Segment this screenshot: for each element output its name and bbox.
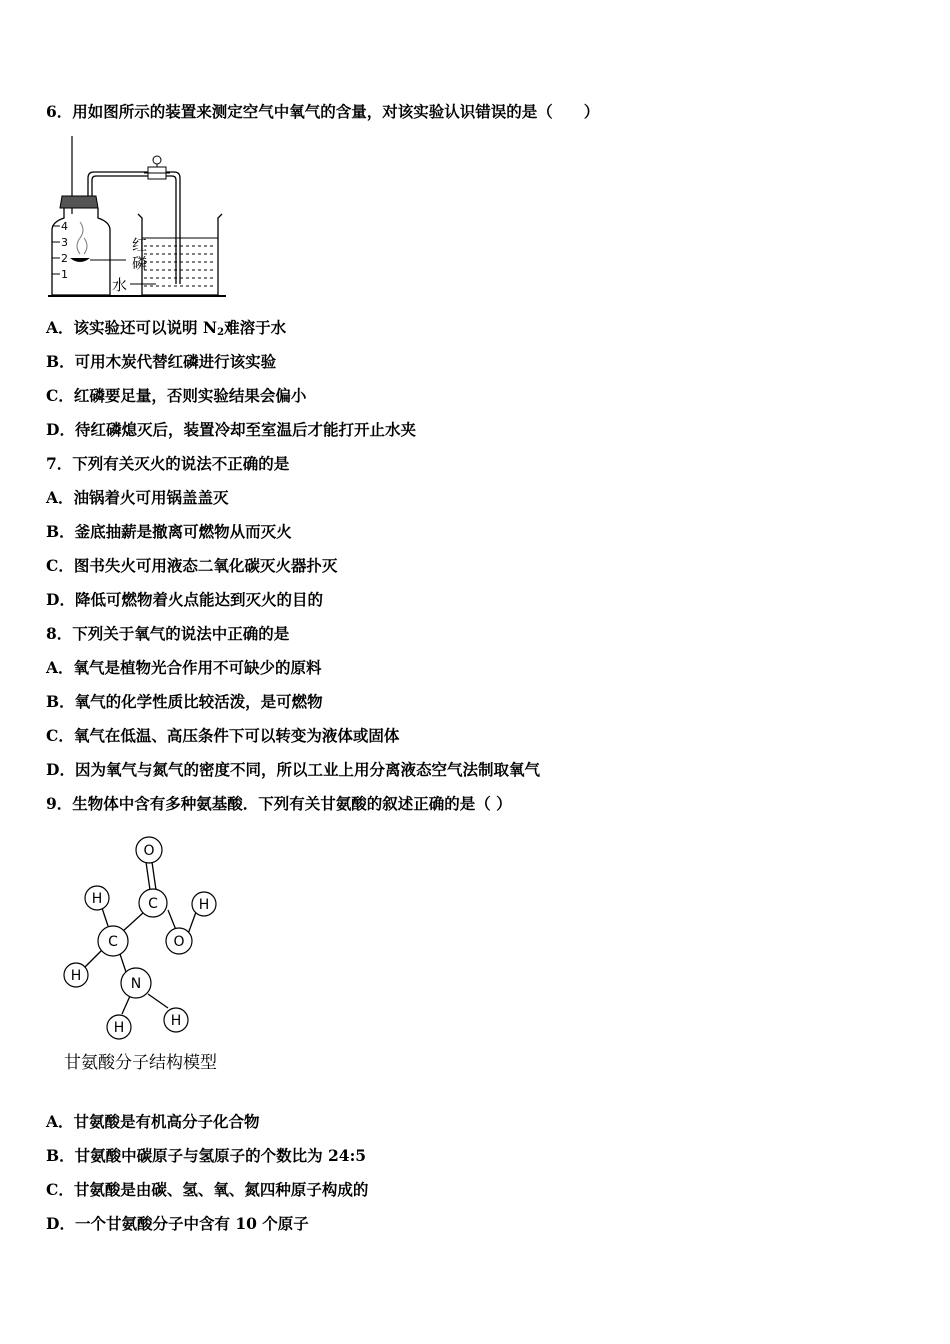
label-red-1: 红 bbox=[132, 236, 148, 254]
label-water: 水 bbox=[112, 276, 128, 294]
atom-h-left-top: H bbox=[91, 891, 103, 907]
atom-h-bottom-left: H bbox=[113, 1020, 125, 1036]
atom-o-top: O bbox=[143, 843, 155, 859]
q9-stem: 9．生物体中含有多种氨基酸．下列有关甘氨酸的叙述正确的是（ ） bbox=[46, 794, 512, 813]
scale-1-label: 1 bbox=[61, 268, 68, 281]
glycine-model-figure bbox=[56, 834, 236, 1078]
glycine-figure-caption: 甘氨酸分子结构模型 bbox=[64, 1053, 217, 1073]
q8-option-a: A．氧气是植物光合作用不可缺少的原料 bbox=[46, 658, 322, 677]
atom-c-middle: C bbox=[108, 934, 118, 950]
scale-3-label: 3 bbox=[61, 236, 68, 249]
q9-option-a: A．甘氨酸是有机高分子化合物 bbox=[46, 1112, 260, 1131]
atom-o-right: O bbox=[173, 934, 185, 950]
q9-option-d: D．一个甘氨酸分子中含有 10 个原子 bbox=[46, 1214, 309, 1233]
q7-stem: 7．下列有关灭火的说法不正确的是 bbox=[46, 454, 290, 473]
q6-stem: 6．用如图所示的装置来测定空气中氧气的含量，对该实验认识错误的是（ ） bbox=[46, 102, 600, 121]
label-red-2: 磷 bbox=[132, 254, 148, 272]
atom-h-right: H bbox=[198, 897, 210, 913]
q9-option-b: B．甘氨酸中碳原子与氢原子的个数比为 24:5 bbox=[46, 1146, 367, 1165]
q6-option-c: C．红磷要足量，否则实验结果会偏小 bbox=[46, 386, 307, 405]
q7-option-c: C．图书失火可用液态二氧化碳灭火器扑灭 bbox=[46, 556, 338, 575]
q7-option-a: A．油锅着火可用锅盖盖灭 bbox=[46, 488, 229, 507]
atom-h-bottom-right: H bbox=[170, 1013, 182, 1029]
q6-option-a: A．该实验还可以说明 $N_2$难溶于水 bbox=[46, 318, 287, 338]
q8-option-b: B．氧气的化学性质比较活泼，是可燃物 bbox=[46, 692, 323, 711]
q6-option-d: D．待红磷熄灭后，装置冷却至室温后才能打开止水夹 bbox=[46, 420, 416, 439]
q7-option-d: D．降低可燃物着火点能达到灭火的目的 bbox=[46, 590, 323, 609]
atom-h-left: H bbox=[70, 968, 82, 984]
atom-c-upper: C bbox=[148, 896, 158, 912]
scale-2-label: 2 bbox=[61, 252, 68, 265]
q9-option-c: C．甘氨酸是由碳、氢、氧、氮四种原子构成的 bbox=[46, 1180, 369, 1199]
q6-apparatus-figure bbox=[46, 134, 232, 302]
q8-option-c: C．氧气在低温、高压条件下可以转变为液体或固体 bbox=[46, 726, 400, 745]
q8-option-d: D．因为氧气与氮气的密度不同，所以工业上用分离液态空气法制取氧气 bbox=[46, 760, 540, 779]
q6-option-b: B．可用木炭代替红磷进行该实验 bbox=[46, 352, 277, 371]
scale-4-label: 4 bbox=[61, 220, 68, 233]
q8-stem: 8．下列关于氧气的说法中正确的是 bbox=[46, 624, 290, 643]
atom-n: N bbox=[130, 976, 142, 992]
q7-option-b: B．釜底抽薪是撤离可燃物从而灭火 bbox=[46, 522, 292, 541]
